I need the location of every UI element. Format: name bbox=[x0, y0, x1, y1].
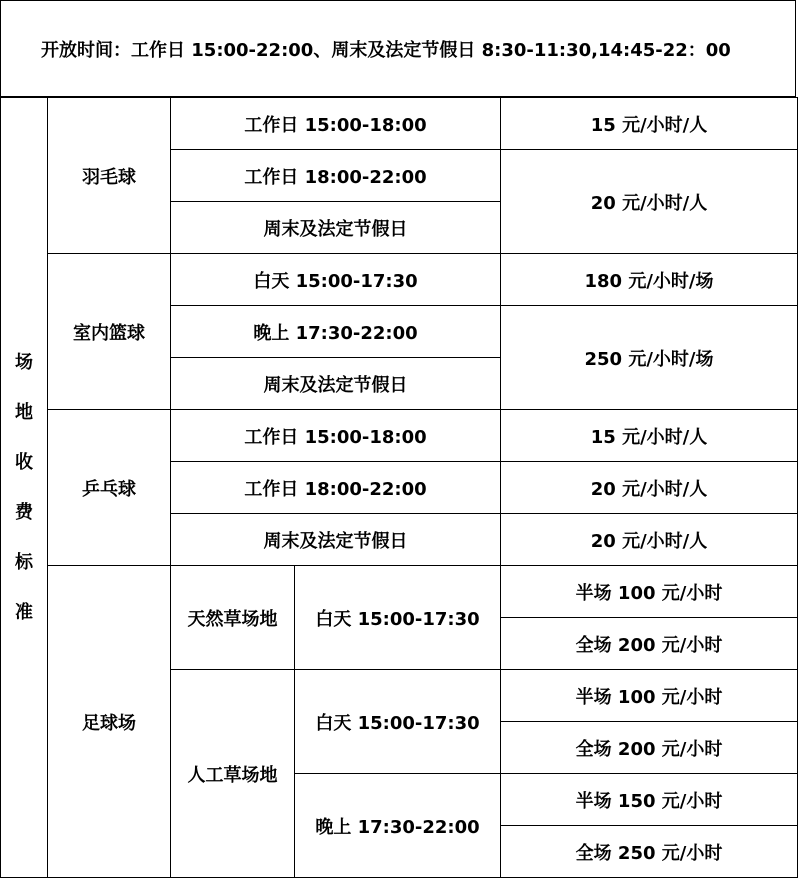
field-artificial: 人工草场地 bbox=[171, 670, 295, 878]
section-label: 场 地 收 费 标 准 bbox=[1, 98, 48, 878]
table-row bbox=[1, 254, 798, 306]
sport-basketball: 室内篮球 bbox=[48, 254, 171, 410]
period-cell: 工作日 18:00-22:00 bbox=[171, 462, 501, 514]
table-row bbox=[1, 566, 798, 618]
sport-football: 足球场 bbox=[48, 566, 171, 878]
period-cell: 工作日 18:00-22:00 bbox=[171, 150, 501, 202]
price-cell: 15 元/小时/人 bbox=[501, 98, 798, 150]
price-cell: 全场 200 元/小时 bbox=[501, 722, 798, 774]
period-cell: 周末及法定节假日 bbox=[171, 514, 501, 566]
price-cell: 250 元/小时/场 bbox=[501, 306, 798, 410]
fee-table bbox=[0, 97, 798, 878]
table-row bbox=[1, 410, 798, 462]
sport-pingpong: 乒乓球 bbox=[48, 410, 171, 566]
opening-hours-text: 开放时间：工作日 15:00-22:00、周末及法定节假日 8:30-11:30,14:45-22：00 bbox=[41, 39, 731, 61]
price-cell: 180 元/小时/场 bbox=[501, 254, 798, 306]
period-cell: 周末及法定节假日 bbox=[171, 202, 501, 254]
price-cell: 半场 100 元/小时 bbox=[501, 566, 798, 618]
period-cell: 工作日 15:00-18:00 bbox=[171, 98, 501, 150]
period-cell: 白天 15:00-17:30 bbox=[295, 670, 501, 774]
period-cell: 晚上 17:30-22:00 bbox=[295, 774, 501, 878]
price-cell: 20 元/小时/人 bbox=[501, 150, 798, 254]
sport-badminton: 羽毛球 bbox=[48, 98, 171, 254]
price-cell: 全场 250 元/小时 bbox=[501, 826, 798, 878]
price-cell: 全场 200 元/小时 bbox=[501, 618, 798, 670]
table-row bbox=[1, 98, 798, 150]
field-natural: 天然草场地 bbox=[171, 566, 295, 670]
price-cell: 15 元/小时/人 bbox=[501, 410, 798, 462]
period-cell: 工作日 15:00-18:00 bbox=[171, 410, 501, 462]
price-cell: 半场 150 元/小时 bbox=[501, 774, 798, 826]
price-cell: 半场 100 元/小时 bbox=[501, 670, 798, 722]
period-cell: 白天 15:00-17:30 bbox=[171, 254, 501, 306]
period-cell: 周末及法定节假日 bbox=[171, 358, 501, 410]
period-cell: 白天 15:00-17:30 bbox=[295, 566, 501, 670]
period-cell: 晚上 17:30-22:00 bbox=[171, 306, 501, 358]
price-cell: 20 元/小时/人 bbox=[501, 514, 798, 566]
price-cell: 20 元/小时/人 bbox=[501, 462, 798, 514]
opening-hours-header bbox=[0, 0, 796, 97]
